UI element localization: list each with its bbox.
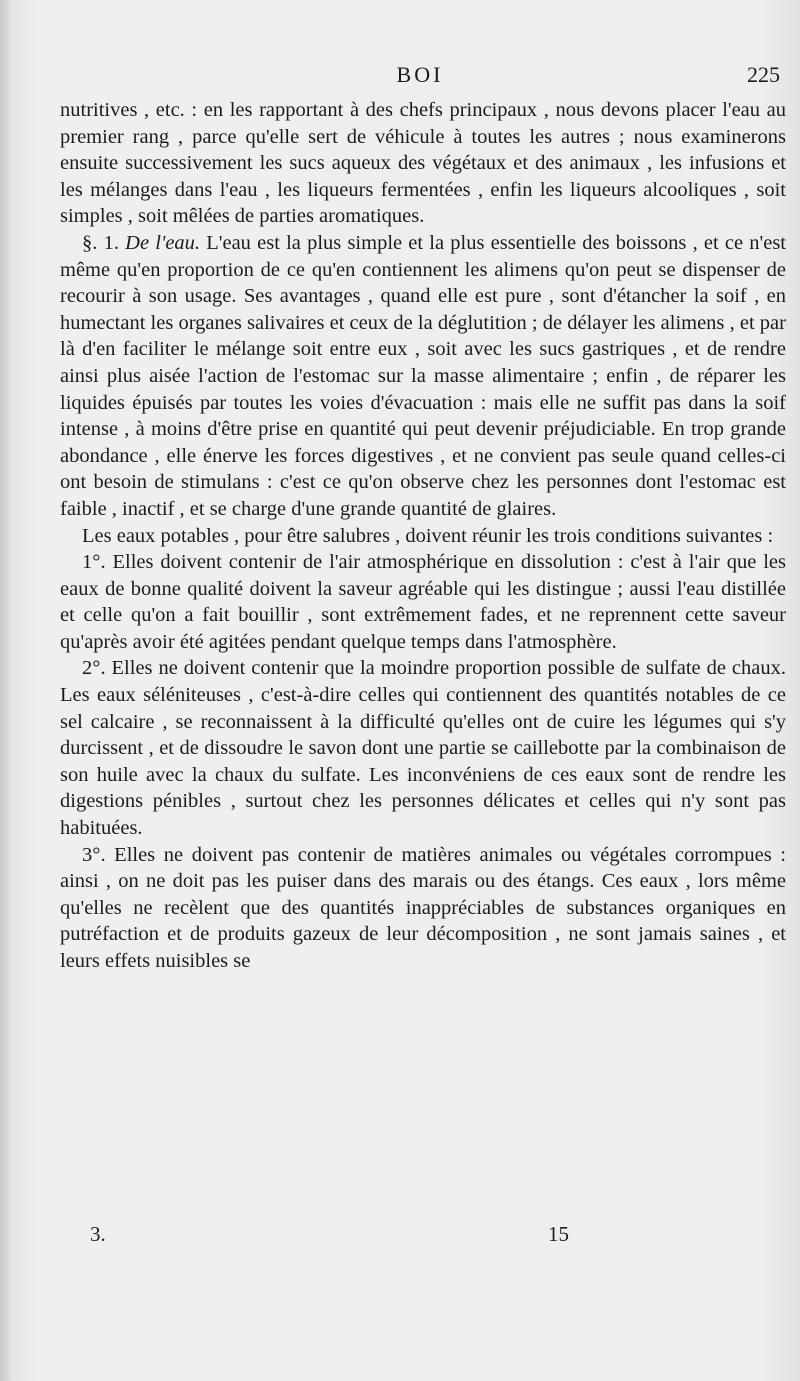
paragraph-continued: nutritives , etc. : en les rapportant à des chefs principaux , nous devons placer l'eau au premier rang , parce qu'elle sert de véhicule à toutes les autres ; nous examinerons ensuite successivement les sucs aqueux des végétaux et des animaux , les infusions et les mélanges dans l'eau , les liqueurs fermentées , enfin les liqueurs alcooliques , soit simples , soit mêlées de parties aromatiques.	[60, 99, 786, 228]
paragraph-condition-1: 1°. Elles doivent contenir de l'air atmosphérique en dissolution : c'est à l'air que les eaux de bonne qualité doivent la saveur agréable qui les distingue ; aussi l'eau distillée et celle qu'on a fait bouillir , sont extrêmement fades, et ne reprennent cette saveur qu'après avoir été agitées pendant quelque temps dans l'atmosphère.	[60, 551, 786, 653]
page-footer	[60, 1222, 786, 1252]
paragraph: Les eaux potables , pour être salubres , doivent réunir les trois conditions suivantes :	[82, 524, 774, 547]
page-number: 225	[747, 62, 780, 87]
paragraph-condition-3: 3°. Elles ne doivent pas contenir de matières animales ou végétales corrompues : ainsi , on ne doit pas les puiser dans des marais ou des étangs. Ces eaux , lors même qu'elles ne recèlent que des quantités inappréciables de substances organiques en putréfaction et de produits gazeux de leur décomposition , ne sont jamais saines , et leurs effets nuisibles se	[60, 843, 786, 972]
section-title: De l'eau.	[125, 231, 201, 254]
signature-number: 3.	[90, 1222, 106, 1246]
section-text: L'eau est la plus simple et la plus essentielle des boissons , et ce n'est même qu'en proportion de ce qu'en contiennent les alimens qu'on peut se dispenser de recourir à son usage. Ses avantages , quand elle est pure , sont d'étancher la soif , en humectant les organes salivaires et ceux de la déglutition ; de délayer les alimens , et par là d'en faciliter le mélange soit entre eux , soit avec les sucs gastriques , et de rendre ainsi plus aisée l'action de l'estomac sur la masse alimentaire ; enfin , de réparer les liquides épuisés par toutes les voies d'évacuation : mais elle ne suffit pas dans la soif intense , à moins d'être prise en quantité qui peut devenir préjudiciable. En trop grande abondance , elle énerve les forces digestives , et ne convient pas seule quand celles-ci ont besoin de stimulans : c'est ce qu'on observe chez les personnes dont l'estomac est faible , inactif , et se charge d'une grande quantité de glaires.	[60, 231, 787, 520]
gathering-mark: 15	[548, 1222, 569, 1246]
page-header	[60, 62, 780, 98]
section-label: §. 1.	[82, 231, 119, 254]
paragraph-condition-2: 2°. Elles ne doivent contenir que la moindre proportion possible de sulfate de chaux. Les eaux séléniteuses , c'est-à-dire celles qui contiennent des quantités notables de ce sel calcaire , se reconnaissent à la difficulté qu'elles ont de cuire les légumes qui s'y durcissent , et de dissoudre le savon dont une partie se caillebotte par la combinaison de son huile avec la chaux du sulfate. Les inconvéniens de ces eaux sont de rendre les digestions pénibles , surtout chez les personnes délicates et celles qui n'y sont pas habituées.	[60, 657, 786, 840]
body-text	[60, 97, 786, 975]
running-title: BOI	[396, 62, 444, 87]
section-paragraph	[60, 230, 786, 523]
